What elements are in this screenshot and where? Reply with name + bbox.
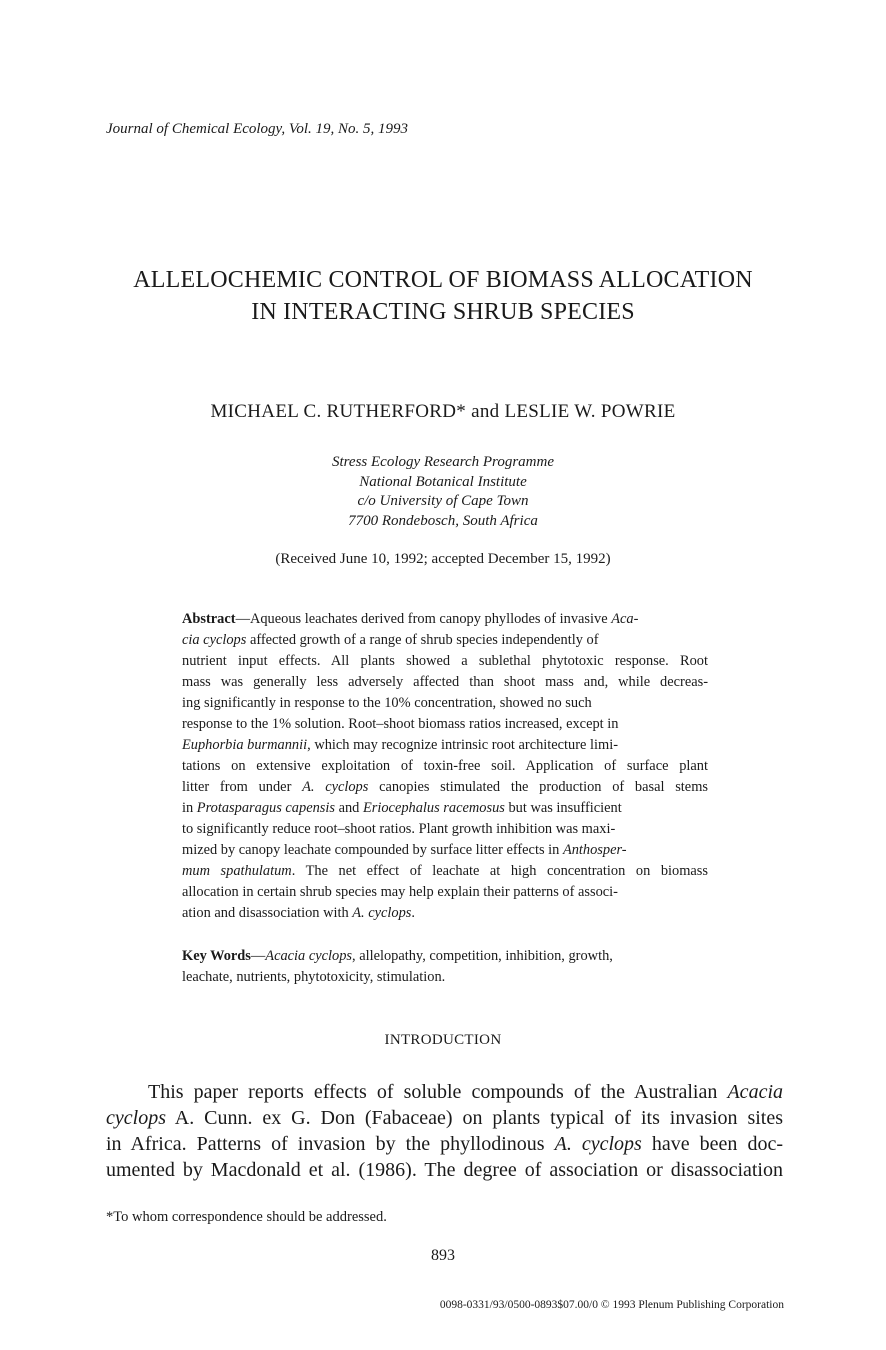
abstract-text: in — [182, 800, 197, 816]
keywords-text: , allelopathy, competition, inhibition, growth, — [352, 948, 613, 964]
abstract-species: A. cyclops — [352, 905, 412, 921]
abstract-text: . The net effect of leachate at high concentration on biomass — [291, 863, 708, 879]
abstract-line: ing significantly in response to the 10% concentration, showed no such — [182, 695, 592, 711]
abstract-line — [182, 798, 708, 819]
abstract-text: —Aqueous leachates derived from canopy phyllodes of invasive — [235, 611, 612, 627]
abstract-line: nutrient input effects. All plants showed a sublethal phytotoxic response. Root — [182, 653, 708, 669]
affiliation-block — [0, 453, 886, 531]
body-text: have been doc- — [641, 1133, 784, 1155]
abstract-line: response to the 1% solution. Root–shoot biomass ratios increased, except in — [182, 716, 619, 732]
abstract-line: mass was generally less adversely affected than shoot mass and, while decreas- — [182, 674, 708, 690]
keywords-line: leachate, nutrients, phytotoxicity, stimulation. — [182, 969, 446, 985]
keywords-block — [182, 946, 708, 988]
abstract-text: affected growth of a range of shrub species independently of — [246, 632, 599, 648]
keywords-line — [182, 946, 708, 967]
abstract-line — [182, 630, 708, 651]
abstract-species: Protasparagus capensis — [196, 800, 335, 816]
body-line: umented by Macdonald et al. (1986). The degree of association or disassociation — [106, 1159, 783, 1181]
affiliation-line: Stress Ecology Research Programme — [331, 454, 555, 470]
abstract-species: Aca- — [611, 611, 639, 627]
received-dates: (Received June 10, 1992; accepted December 15, 1992) — [275, 551, 611, 567]
body-text: A. Cunn. ex G. Don (Fabaceae) on plants typical of its invasion sites — [165, 1107, 783, 1129]
page-number: 893 — [431, 1247, 455, 1264]
copyright-line: 0098-0331/93/0500-0893$07.00/0 © 1993 Plenum Publishing Corporation — [439, 1299, 784, 1311]
section-heading-introduction: INTRODUCTION — [384, 1032, 502, 1048]
abstract-line — [182, 903, 708, 924]
journal-line: Journal of Chemical Ecology, Vol. 19, No. 5, 1993 — [106, 121, 409, 137]
abstract-species: Eriocephalus racemosus — [362, 800, 505, 816]
abstract-text: and — [334, 800, 363, 816]
body-text: This paper reports effects of soluble compounds of the Australian — [148, 1081, 728, 1103]
footnote: *To whom correspondence should be addressed. — [106, 1209, 387, 1225]
abstract-species: Euphorbia burmannii — [182, 737, 308, 753]
affiliation-line: c/o University of Cape Town — [357, 493, 529, 509]
abstract-text: . — [411, 905, 416, 921]
body-line — [106, 1131, 783, 1157]
paper-title-line-2: IN INTERACTING SHRUB SPECIES — [251, 299, 635, 325]
abstract-line — [182, 777, 708, 798]
journal-citation — [106, 121, 408, 138]
body-species: cyclops — [106, 1107, 166, 1129]
abstract-line — [182, 840, 708, 861]
abstract-label: Abstract — [182, 611, 236, 627]
body-line — [106, 1079, 783, 1105]
abstract-line — [182, 861, 708, 882]
keywords-dash: — — [250, 948, 266, 964]
abstract-line: allocation in certain shrub species may help explain their patterns of associ- — [182, 884, 618, 900]
abstract-species: cia cyclops — [182, 632, 247, 648]
body-line — [106, 1105, 783, 1131]
abstract-line: tations on extensive exploitation of toxin-free soil. Application of surface plant — [182, 758, 708, 774]
body-species: Acacia — [727, 1081, 783, 1103]
abstract-species: Anthosper- — [562, 842, 627, 858]
abstract-line: to significantly reduce root–shoot ratios. Plant growth inhibition was maxi- — [182, 821, 616, 837]
abstract-block — [182, 609, 708, 924]
keywords-label: Key Words — [182, 948, 251, 964]
author-list: MICHAEL C. RUTHERFORD* and LESLIE W. POWRIE — [210, 401, 676, 422]
abstract-text: mized by canopy leachate compounded by surface litter effects in — [182, 842, 563, 858]
abstract-text: , which may recognize intrinsic root architecture limi- — [307, 737, 619, 753]
abstract-text: but was insufficient — [504, 800, 622, 816]
body-species: A. cyclops — [554, 1133, 642, 1155]
abstract-line — [182, 735, 708, 756]
body-text: in Africa. Patterns of invasion by the phyllodinous — [106, 1133, 555, 1155]
abstract-text: ation and disassociation with — [182, 905, 353, 921]
introduction-body — [106, 1079, 783, 1183]
abstract-species: A. cyclops — [302, 779, 369, 795]
affiliation-line: 7700 Rondebosch, South Africa — [348, 512, 538, 529]
abstract-line — [182, 609, 708, 630]
abstract-species: mum spathulatum — [182, 863, 292, 879]
paper-title-line-1: ALLELOCHEMIC CONTROL OF BIOMASS ALLOCATION — [133, 267, 753, 293]
abstract-text: canopies stimulated the production of basal stems — [368, 779, 708, 795]
abstract-text: litter from under — [182, 779, 303, 795]
affiliation-line: National Botanical Institute — [359, 473, 527, 490]
keywords-species: Acacia cyclops — [265, 948, 352, 964]
